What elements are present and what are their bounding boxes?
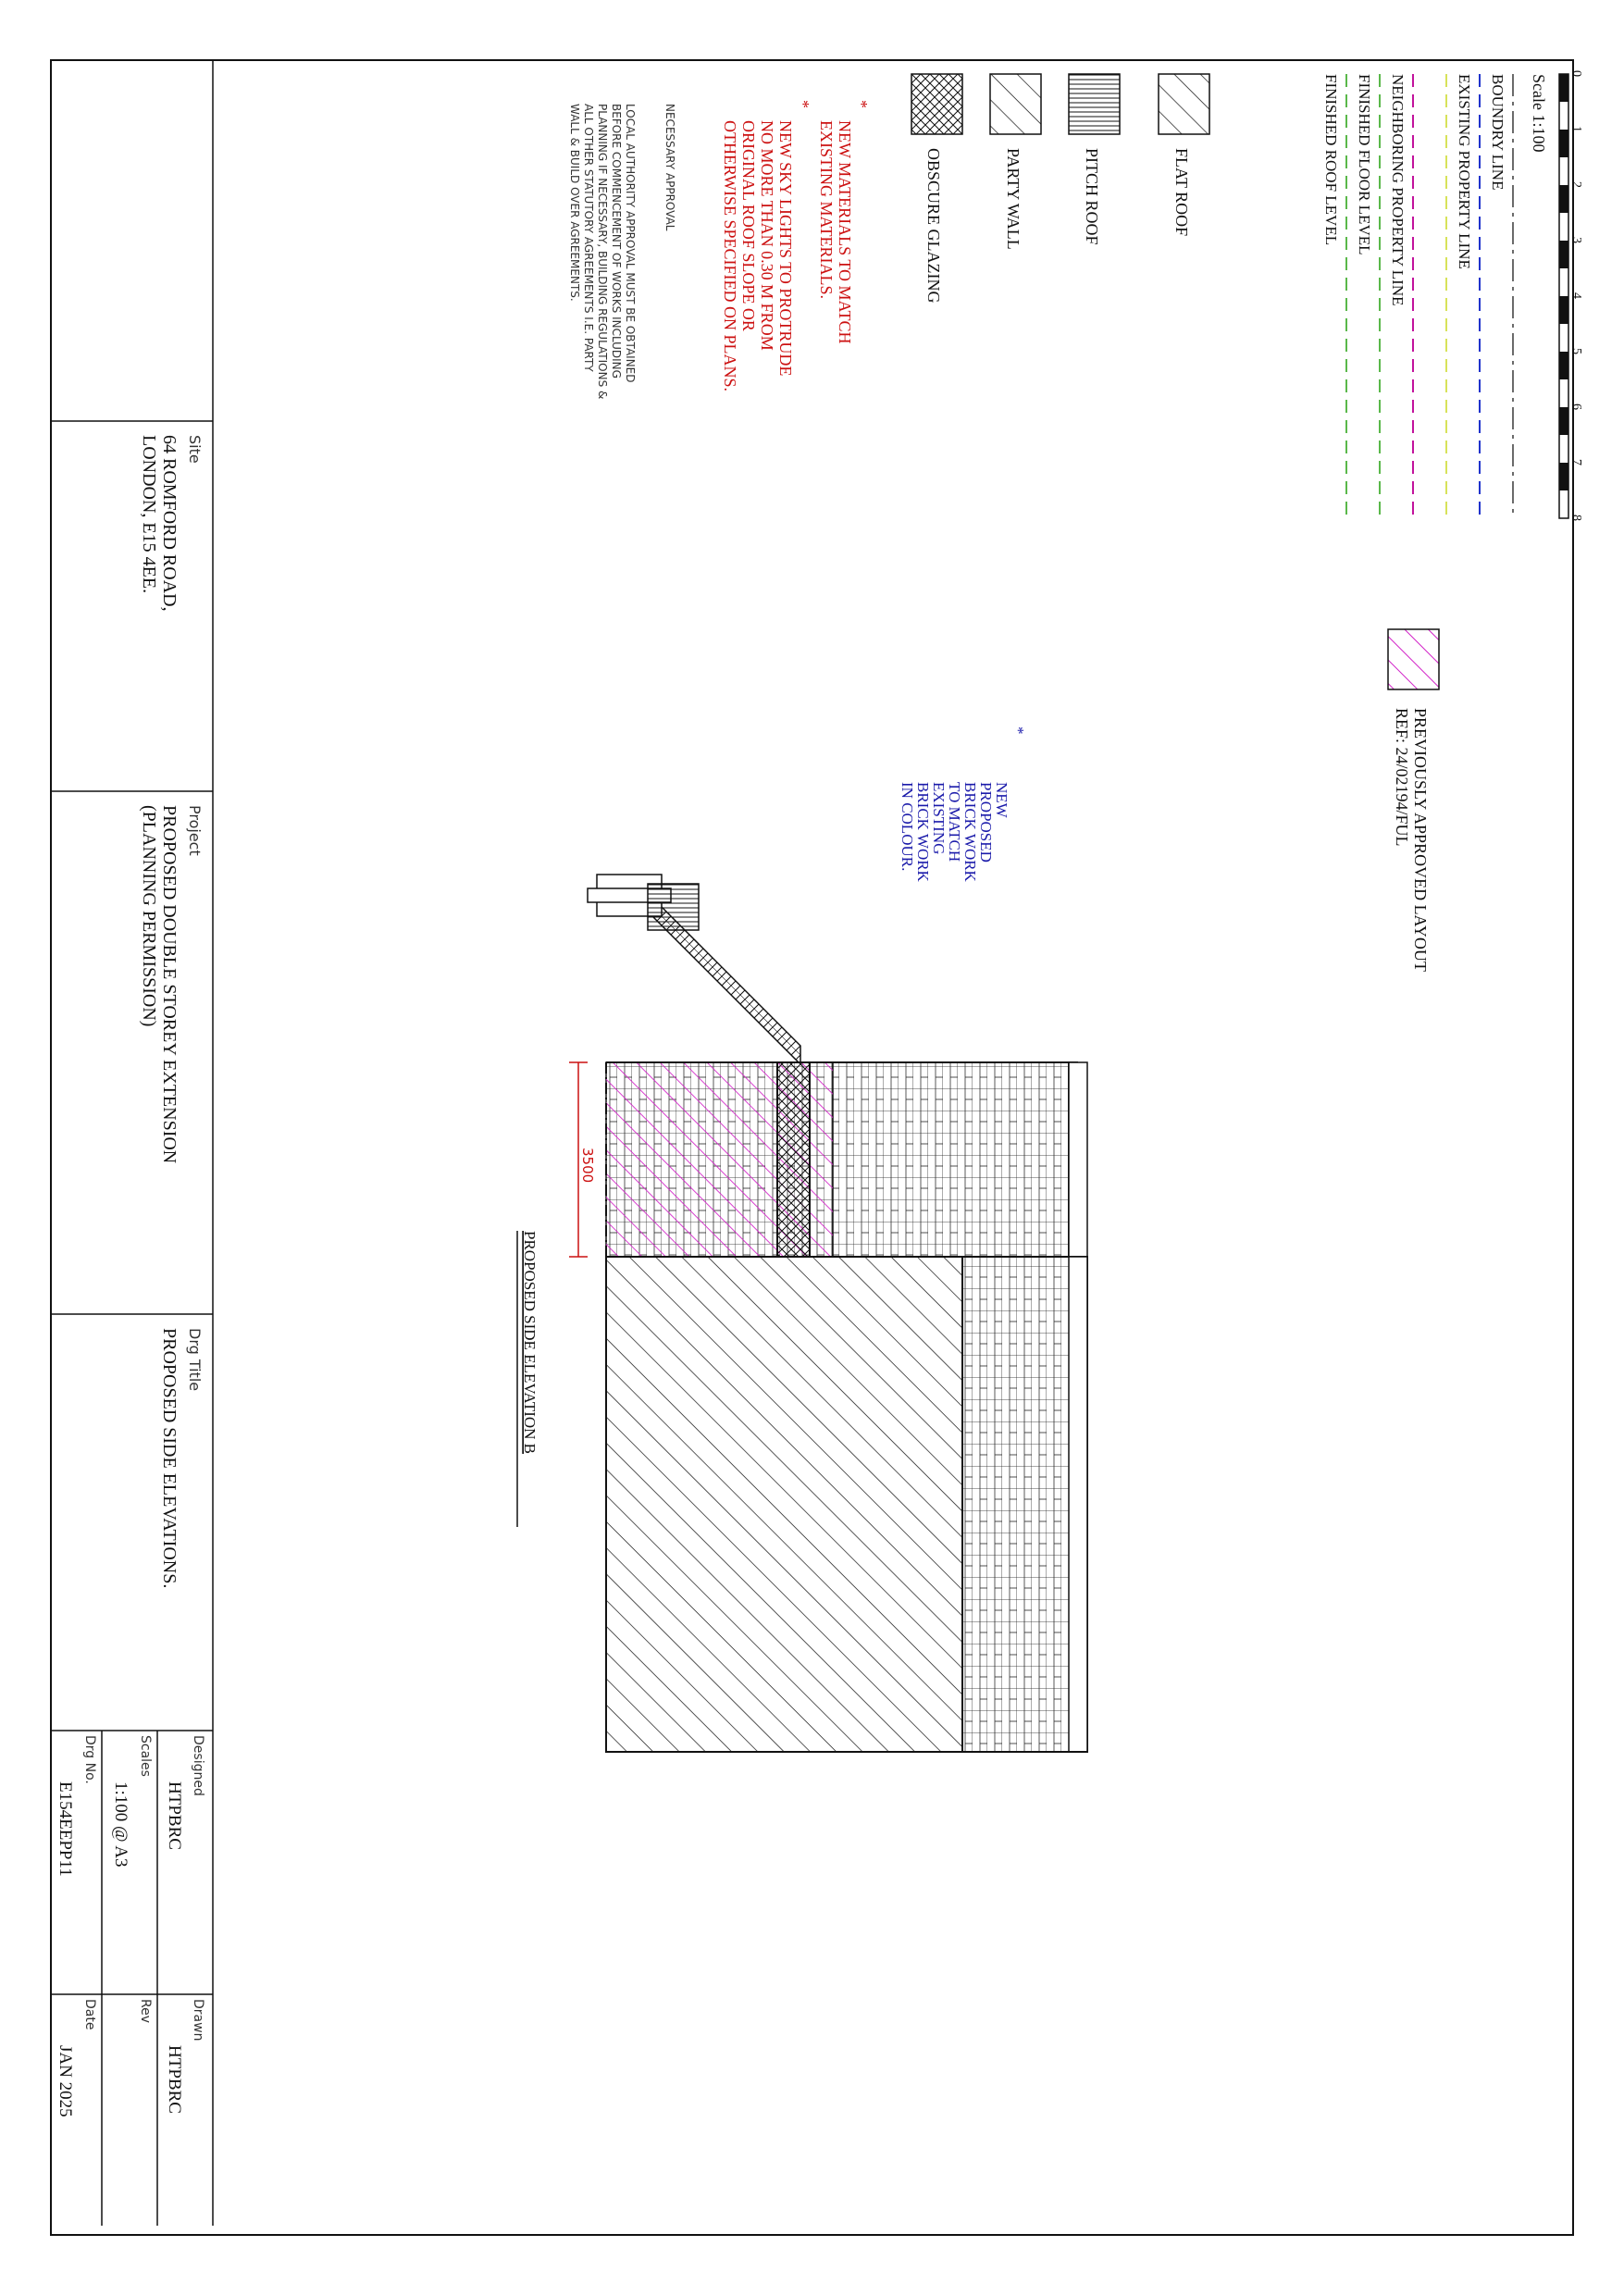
previous-layout-legend [1388,629,1439,972]
previous-layout-swatch [1388,629,1439,689]
swatch-party-wall [990,74,1041,134]
scale-label: Scale 1:100 [1530,74,1548,153]
drawn-value: HTPBRC [165,2045,184,2114]
brick-note-line7: IN COLOUR. [899,782,916,872]
scales-label: Scales [138,1735,153,1777]
scale-tick-label: 4 [1569,292,1583,299]
project-line2: (PLANNING PERMISSION) [139,805,159,1027]
note1-bullet: * [852,100,871,108]
notes-red [721,100,871,391]
scale-tick-label: 8 [1569,515,1583,521]
elevation-right-party-wall [606,1257,962,1752]
approval-line5: WALL & BUILD OVER AGREEMENTS. [568,104,581,302]
site-line1: 64 ROMFORD ROAD, [159,435,180,612]
scale-tick-label: 2 [1569,181,1583,188]
scale-tick-label: 7 [1569,459,1583,465]
brick-note-line5: EXISTING [930,782,948,855]
scale-tick-label: 3 [1569,237,1583,243]
legend-line-label: EXISTING PROPERTY LINE [1456,74,1473,269]
legend-line-label: NEIGHBORING PROPERTY LINE [1389,74,1407,306]
swatch-pitch-roof [1069,74,1120,134]
rotated-content [51,60,1583,2226]
legend-line-label: FINISHED FLOOR LEVEL [1356,74,1373,255]
note2-line4: OTHERWISE SPECIFIED ON PLANS. [721,120,739,392]
legend-line-label: FINISHED ROOF LEVEL [1322,74,1340,246]
elevation-title: PROPOSED SIDE ELEVATION B [521,1231,539,1455]
approval-title: NECESSARY APPROVAL [663,104,676,231]
note2-bullet: * [794,100,812,108]
legend-lines [1322,74,1513,518]
swatch-obscure-glazing-label: OBSCURE GLAZING [924,148,943,304]
scale-tick-label: 0 [1569,70,1583,77]
project-label: Project [186,805,204,856]
brick-note-line3: BRICK WORK [961,782,979,882]
swatch-flat-roof-label: FLAT ROOF [1172,148,1191,237]
previous-layout-line2: REF: 24/02194/FUL [1393,708,1411,847]
date-label: Date [82,1999,97,2030]
swatch-party-wall-label: PARTY WALL [1004,148,1023,250]
scale-tick-label: 5 [1569,348,1583,354]
brick-note [899,726,1027,883]
brick-note-line2: PROPOSED [977,782,995,863]
drg-title-label: Drg Title [186,1328,204,1392]
date-value: JAN 2025 [56,2045,75,2117]
note1-line1: NEW MATERIALS TO MATCH [836,120,854,344]
brick-note-line4: TO MATCH [946,782,963,863]
swatch-flat-roof [1159,74,1209,134]
legend-swatches [911,74,1209,304]
designed-value: HTPBRC [165,1781,184,1850]
dimension-text: 3500 [579,1148,596,1184]
note1-line2: EXISTING MATERIALS. [817,120,836,299]
site-line2: LONDON, E15 4EE. [139,435,159,594]
approval-notes [568,104,676,399]
swatch-pitch-roof-label: PITCH ROOF [1083,148,1101,245]
legend-line-label: BOUNDRY LINE [1489,74,1506,191]
elevation-window [777,1062,810,1257]
approval-line3: PLANNING IF NECESSARY, BUILDING REGULATIONS & [596,104,609,400]
approval-line4: ALL OTHER STATUTORY AGREEMENTS I.E. PARTY [582,104,595,372]
scale-bar [1530,70,1583,521]
approval-line1: LOCAL AUTHORITY APPROVAL MUST BE OBTAINED [624,104,637,383]
drg-no-label: Drg No. [82,1735,97,1784]
note2-line2: NO MORE THAN 0.30 M FROM [758,120,776,351]
site-label: Site [186,435,204,464]
brick-note-bullet: * [1010,726,1027,735]
roof-top-block [648,884,699,930]
project-line1: PROPOSED DOUBLE STOREY EXTENSION [159,805,180,1164]
brick-note-line6: BRICK WORK [914,782,932,882]
note2-line3: ORIGINAL ROOF SLOPE OR [739,120,758,331]
brick-note-line1: NEW [993,782,1010,818]
previous-layout-line1: PREVIOUSLY APPROVED LAYOUT [1411,708,1430,972]
note2-line1: NEW SKY LIGHTS TO PROTRUDE [776,120,795,377]
drawn-label: Drawn [191,1999,205,2042]
swatch-obscure-glazing [911,74,962,134]
approval-line2: BEFORE COMMENCEMENT OF WORKS INCLUDING [610,104,623,379]
designed-label: Designed [191,1735,205,1796]
drg-no-value: E154EEPP11 [56,1781,75,1877]
scale-tick-label: 1 [1569,126,1583,132]
title-block [51,60,213,2226]
elevation-drawing [517,875,1087,1752]
scale-tick-label: 6 [1569,403,1583,410]
dimension-3500 [569,1062,596,1257]
rev-label: Rev [138,1999,153,2023]
scales-value: 1:100 @ A3 [111,1781,130,1868]
drg-title: PROPOSED SIDE ELEVATIONS. [159,1328,180,1589]
